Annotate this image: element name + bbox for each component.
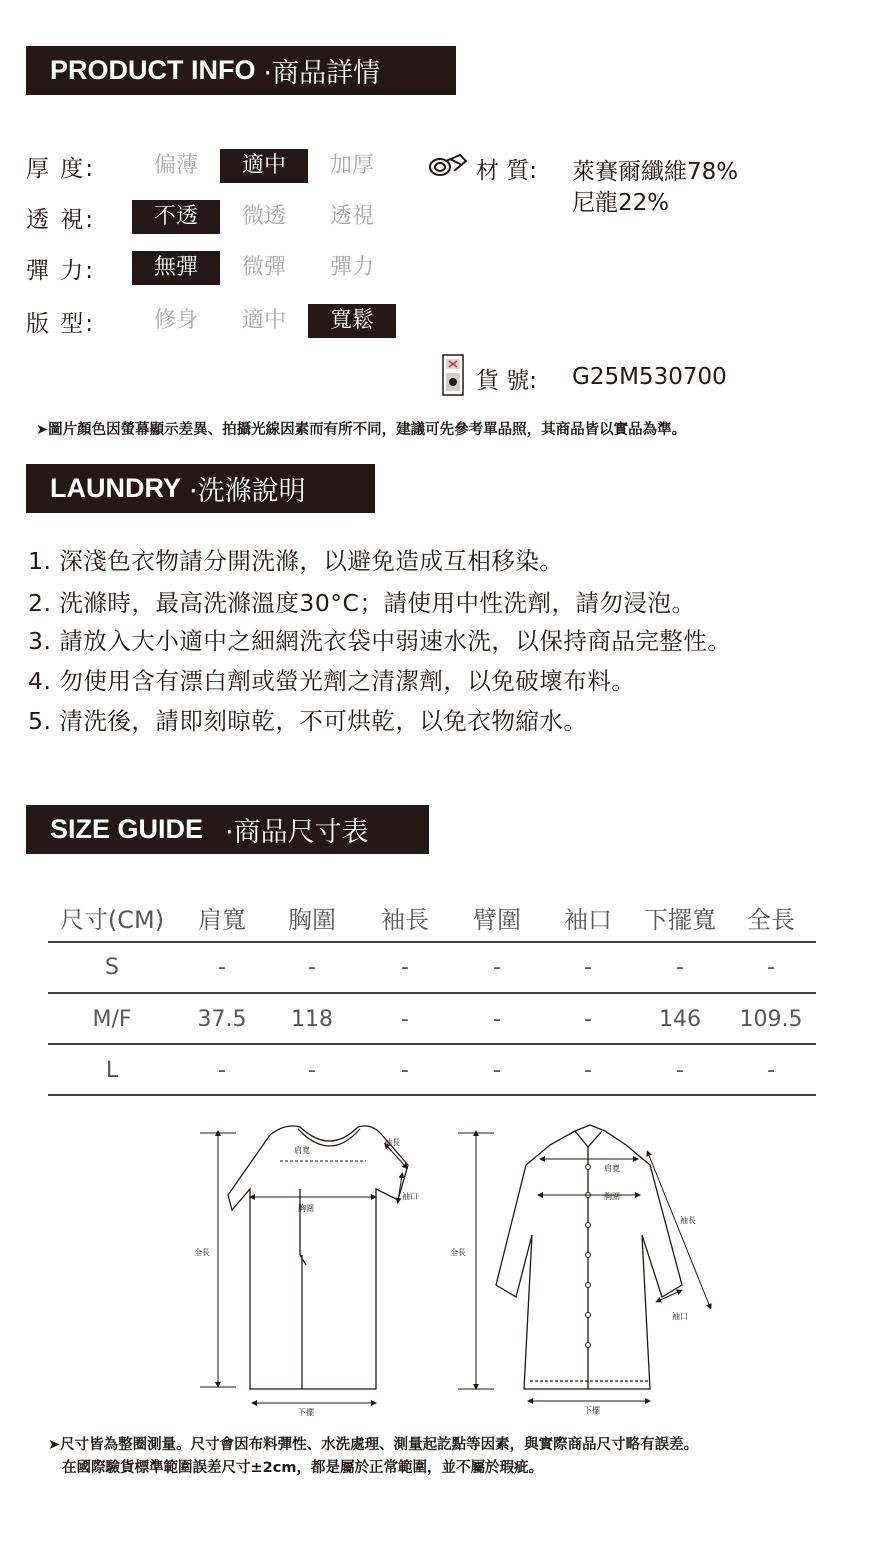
table-header-cell: 肩寬	[198, 906, 246, 934]
attribute-row	[26, 149, 396, 183]
attribute-row	[26, 251, 396, 285]
table-cell: -	[584, 1058, 592, 1083]
size-footnote-2: 在國際驗貨標準範圍誤差尺寸±2cm，都是屬於正常範圍，並不屬於瑕疵。	[62, 1460, 543, 1476]
label-chest-left: 胸圍	[298, 1204, 314, 1213]
table-cell: 109.5	[739, 1007, 803, 1032]
attribute-option-selected: 寬鬆	[308, 304, 396, 338]
label-chest-right: 胸圍	[604, 1192, 620, 1201]
size-label-cell: M/F	[92, 1007, 132, 1032]
label-cuff-left: 袖口	[402, 1192, 418, 1201]
laundry-title-zh: ·洗滌說明	[189, 476, 306, 507]
material-line-2: 尼龍22%	[572, 190, 670, 216]
attribute-option: 微彈	[241, 255, 286, 280]
table-cell: -	[218, 1058, 226, 1083]
thread-icon	[428, 151, 468, 179]
attribute-option-selected: 不透	[132, 200, 220, 234]
table-cell: -	[493, 1058, 501, 1083]
table-cell: -	[493, 1007, 501, 1032]
laundry-item-2: 2. 洗滌時，最高洗滌溫度30°C；請使用中性洗劑，請勿浸泡。	[28, 589, 696, 617]
table-cell: -	[767, 1058, 775, 1083]
label-sleeve-right: 袖長	[680, 1216, 696, 1225]
tag-icon	[441, 353, 465, 397]
label-hem-left: 下擺	[298, 1408, 314, 1417]
attribute-label: 版 型:	[26, 310, 96, 337]
size-label-cell: L	[105, 1058, 119, 1083]
sku-label: 貨 號:	[476, 368, 538, 394]
product-info-title-en: PRODUCT INFO	[50, 55, 256, 85]
table-cell: -	[308, 955, 316, 980]
table-header-cell: 全長	[747, 906, 795, 934]
laundry-item-5: 5. 清洗後，請即刻晾乾，不可烘乾，以免衣物縮水。	[28, 707, 588, 735]
table-header-cell: 下擺寬	[644, 906, 716, 934]
table-header-cell: 袖長	[381, 906, 429, 934]
material-line-1: 萊賽爾纖維78%	[572, 159, 739, 185]
table-cell: 37.5	[197, 1007, 247, 1032]
table-cell: -	[401, 955, 409, 980]
laundry-item-3: 3. 請放入大小適中之細網洗衣袋中弱速水洗，以保持商品完整性。	[28, 627, 732, 655]
product-info-title-zh: ·商品詳情	[263, 58, 381, 89]
table-cell: -	[584, 1007, 592, 1032]
table-cell: -	[401, 1007, 409, 1032]
table-header-cell: 尺寸(CM)	[59, 906, 165, 934]
sku-value: G25M530700	[572, 364, 727, 390]
attribute-option: 偏薄	[153, 153, 198, 178]
size-guide-title-en: SIZE GUIDE	[50, 814, 204, 844]
product-info-header	[26, 46, 456, 95]
material-label: 材 質:	[476, 158, 538, 184]
table-cell: -	[308, 1058, 316, 1083]
table-rule-4	[48, 1094, 816, 1096]
laundry-header	[26, 464, 375, 513]
attribute-option-selected: 適中	[220, 149, 308, 183]
attribute-option: 加厚	[329, 153, 374, 178]
attribute-option: 適中	[241, 308, 286, 333]
attribute-row	[26, 200, 396, 234]
table-cell: -	[493, 955, 501, 980]
label-hem-right: 下擺	[584, 1406, 600, 1415]
garment-diagram	[180, 1115, 740, 1425]
table-header-cell: 胸圍	[288, 906, 336, 934]
size-footnote-1: ➤尺寸皆為整圈測量。尺寸會因布料彈性、水洗處理、測量起訖點等因素，與實際商品尺寸略有誤差。	[48, 1437, 699, 1453]
attribute-label: 厚 度:	[26, 155, 96, 182]
size-label-cell: S	[105, 955, 119, 980]
laundry-title-en: LAUNDRY	[50, 473, 181, 503]
label-total-length-right: 全長	[450, 1248, 466, 1257]
size-guide-title-zh: ·商品尺寸表	[225, 817, 369, 848]
table-header-cell: 臂圍	[473, 906, 521, 934]
table-cell: -	[676, 955, 684, 980]
attribute-option: 微透	[241, 204, 286, 229]
label-shoulder-right: 肩寬	[604, 1164, 620, 1173]
size-guide-header	[26, 805, 429, 854]
attribute-option: 修身	[153, 308, 198, 333]
label-total-length-left: 全長	[194, 1248, 210, 1257]
table-cell: -	[401, 1058, 409, 1083]
table-rule-2	[48, 992, 816, 994]
table-cell: -	[584, 955, 592, 980]
attribute-label: 透 視:	[26, 206, 96, 233]
table-rule-3	[48, 1043, 816, 1045]
attribute-option: 彈力	[329, 255, 374, 280]
laundry-item-1: 1. 深淺色衣物請分開洗滌，以避免造成互相移染。	[28, 547, 564, 575]
attribute-label: 彈 力:	[26, 257, 96, 284]
label-shoulder-left: 肩寬	[294, 1146, 310, 1155]
attribute-option: 透視	[329, 204, 374, 229]
table-cell: 146	[659, 1007, 701, 1032]
color-disclaimer: ➤圖片顏色因螢幕顯示差異、拍攝光線因素而有所不同，建議可先參考單品照，其商品皆以實品為準。	[36, 422, 687, 438]
label-sleeve-left: 袖長	[384, 1138, 400, 1147]
table-cell: 118	[291, 1007, 333, 1032]
laundry-item-4: 4. 勿使用含有漂白劑或螢光劑之清潔劑，以免破壞布料。	[28, 667, 636, 695]
table-header-cell: 袖口	[564, 906, 612, 934]
table-cell: -	[218, 955, 226, 980]
dress-left-drawing	[228, 1126, 408, 1389]
attribute-option-selected: 無彈	[132, 251, 220, 285]
label-cuff-right: 袖口	[672, 1312, 688, 1321]
table-cell: -	[676, 1058, 684, 1083]
table-rule-1	[48, 941, 816, 943]
attribute-row	[26, 304, 396, 338]
table-cell: -	[767, 955, 775, 980]
